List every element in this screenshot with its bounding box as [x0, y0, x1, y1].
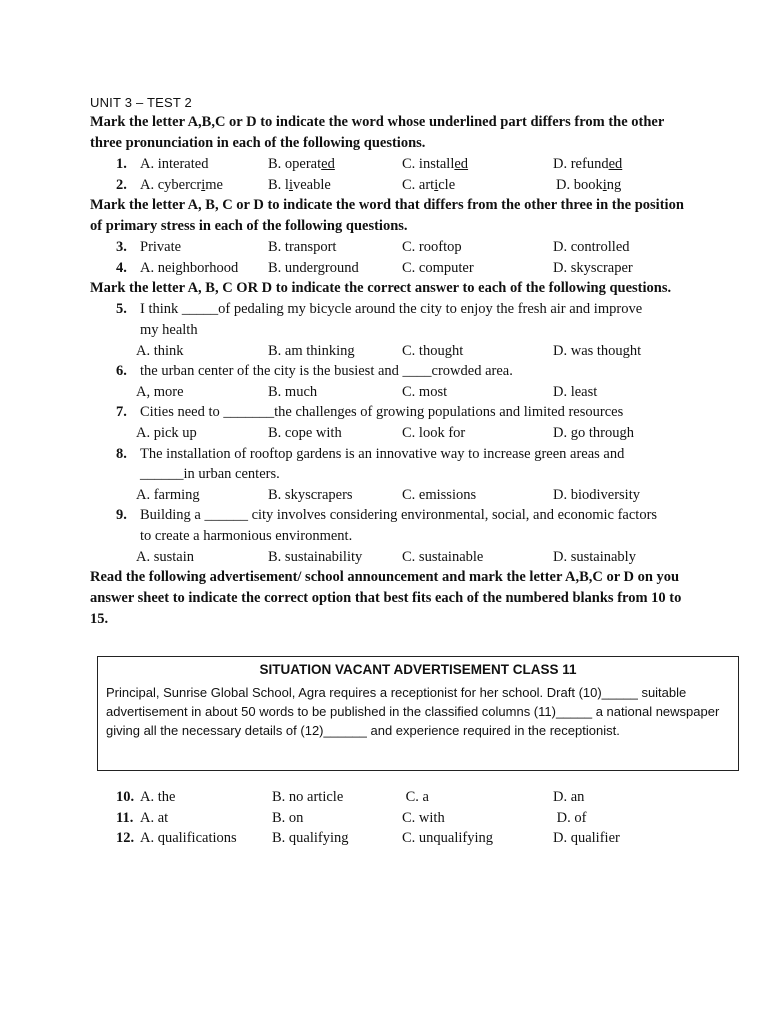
advertisement-title: SITUATION VACANT ADVERTISEMENT CLASS 11: [259, 662, 577, 677]
question-number: 3.: [116, 239, 127, 256]
option-d: D. sustainably: [553, 548, 636, 565]
underlined-part: i: [201, 176, 206, 193]
underlined-part: ed: [454, 156, 469, 172]
question-8: [90, 444, 690, 506]
option-a: A. at: [140, 809, 169, 826]
underlined-part: i: [434, 176, 439, 193]
option-c: C. rooftop: [402, 239, 462, 256]
question-stem: I think _____of pedaling my bicycle around the city to enjoy the fresh air and improve: [140, 301, 643, 318]
option-c: C. sustainable: [402, 548, 484, 565]
option-a: A. the: [140, 789, 176, 805]
question-stem: Building a ______ city involves considering environmental, social, and economic factors: [140, 507, 658, 524]
option-b: B. no article: [272, 789, 344, 805]
option-a: A. cybercrime: [140, 176, 223, 193]
section1-instruction: Mark the letter A,B,C or D to indicate the word whose underlined part differs from the other three pronunciation in each of the following questions.: [90, 114, 665, 151]
option-d: D. skyscraper: [553, 259, 633, 276]
option-b: B. liveable: [268, 176, 331, 193]
advertisement-body: Principal, Sunrise Global School, Agra requires a receptionist for her school. Draft (10)_____ suitable advertisement in about 50 words to be published in the classified columns (11)_____ a national newspaper giving all the necessary details of (12)______ and experience required in the receptionist.: [106, 685, 720, 738]
option-d: D. biodiversity: [553, 486, 640, 503]
option-d: D. an: [553, 789, 585, 805]
question-2: [90, 175, 690, 196]
option-b: B. much: [268, 383, 318, 400]
option-a: A. sustain: [136, 548, 194, 565]
option-b: B. on: [272, 809, 304, 826]
option-a: A. qualifications: [140, 830, 237, 847]
question-stem-continued: to create a harmonious environment.: [140, 527, 353, 544]
option-c: C. most: [402, 383, 448, 400]
question-stem: Cities need to _______the challenges of growing populations and limited resources: [140, 404, 624, 421]
unit-title: UNIT 3 – TEST 2: [90, 95, 192, 110]
question-10: [90, 787, 690, 808]
question-5: [90, 299, 690, 361]
question-number: 6.: [116, 363, 127, 380]
question-1: [90, 154, 690, 175]
option-a: A. farming: [136, 486, 200, 503]
option-d: D. least: [553, 383, 598, 400]
option-a: A. interated: [140, 156, 209, 172]
option-a: A. neighborhood: [140, 259, 239, 276]
question-12: [90, 828, 690, 849]
advertisement-box: [97, 656, 739, 771]
option-b: B. skyscrapers: [268, 486, 353, 503]
option-c: C. thought: [402, 342, 464, 359]
question-number: 1.: [116, 156, 127, 172]
option-b: B. transport: [268, 239, 337, 256]
option-c: C. computer: [402, 259, 474, 276]
question-number: 4.: [116, 259, 127, 276]
question-stem-continued: ______in urban centers.: [140, 466, 280, 483]
option-b: B. am thinking: [268, 342, 355, 359]
underlined-part: ed: [321, 156, 335, 172]
option-c: C. emissions: [402, 486, 477, 503]
option-d: D. of: [553, 809, 587, 826]
question-stem: the urban center of the city is the busiest and ____crowded area.: [140, 363, 513, 380]
option-d: D. refunded: [553, 156, 623, 172]
option-d: D. was thought: [553, 342, 642, 359]
option-a: Private: [140, 239, 182, 256]
option-c: C. look for: [402, 424, 466, 441]
option-c: C. article: [402, 176, 456, 193]
underlined-part: ed: [608, 156, 623, 172]
option-b: B. qualifying: [272, 830, 349, 847]
question-3: [90, 237, 690, 258]
option-d: D. booking: [556, 176, 622, 193]
option-b: B. underground: [268, 259, 359, 276]
question-number: 7.: [116, 404, 127, 421]
option-c: C. installed: [402, 156, 469, 172]
option-a: A, more: [136, 383, 184, 400]
question-11: [90, 808, 690, 829]
question-number: 11.: [116, 809, 134, 826]
underlined-part: i: [602, 176, 607, 193]
section4-instruction: Read the following advertisement/ school announcement and mark the letter A,B,C or D on you answer sheet to indicate the correct option that best fits each of the numbered blanks from 10 to 15.: [90, 569, 682, 628]
cloze-questions: [90, 787, 690, 849]
question-number: 12.: [116, 830, 135, 847]
option-d: D. go through: [553, 424, 634, 441]
question-9: [90, 505, 690, 567]
underlined-part: i: [288, 176, 293, 193]
option-a: A. think: [136, 342, 184, 359]
option-c: C. unqualifying: [402, 830, 494, 847]
question-number: 9.: [116, 507, 127, 524]
option-d: D. qualifier: [553, 830, 620, 847]
question-stem: The installation of rooftop gardens is an innovative way to increase green areas and: [140, 445, 625, 462]
question-4: [90, 258, 690, 279]
section2-instruction: Mark the letter A, B, C or D to indicate the word that differs from the other three in the position of primary stress in each of the following questions.: [90, 197, 684, 235]
option-c: C. a: [402, 789, 429, 805]
option-a: A. pick up: [136, 424, 197, 441]
section3-instruction: Mark the letter A, B, C OR D to indicate the correct answer to each of the following questions.: [90, 280, 672, 297]
option-b: B. operated: [268, 156, 335, 172]
question-number: 10.: [116, 789, 135, 805]
worksheet: [90, 94, 690, 630]
option-b: B. sustainability: [268, 548, 363, 565]
option-c: C. with: [402, 809, 445, 826]
question-stem-continued: my health: [140, 321, 198, 338]
question-number: 2.: [116, 176, 127, 193]
question-6: [90, 361, 690, 402]
question-7: [90, 402, 690, 443]
question-number: 5.: [116, 301, 127, 318]
option-b: B. cope with: [268, 424, 342, 441]
question-number: 8.: [116, 445, 127, 462]
option-d: D. controlled: [553, 239, 630, 256]
